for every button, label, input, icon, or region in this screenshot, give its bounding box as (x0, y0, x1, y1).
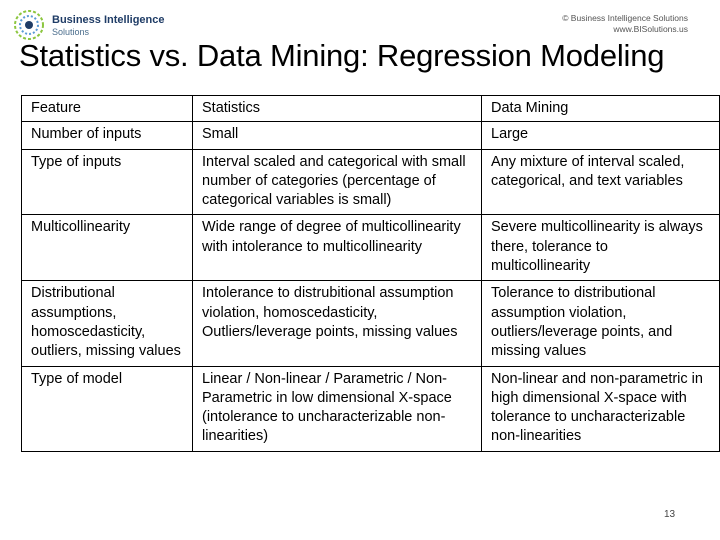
statistics-cell: Small (193, 122, 482, 149)
feature-cell: Multicollinearity (22, 215, 193, 281)
company-logo (12, 8, 212, 42)
table-row (22, 122, 720, 149)
statistics-cell: Intolerance to distrubitional assumption violation, homoscedasticity, Outliers/leverage points, missing values (193, 281, 482, 366)
table-row (22, 366, 720, 451)
statistics-cell: Interval scaled and categorical with small number of categories (percentage of categorical variables is small) (193, 149, 482, 215)
data-mining-cell: Tolerance to distributional assumption violation, outliers/leverage points, and missing values (482, 281, 720, 366)
logo-text-line1: Business Intelligence (52, 14, 165, 26)
header-statistics: Statistics (193, 96, 482, 122)
corporate-info (562, 13, 688, 35)
statistics-cell: Linear / Non-linear / Parametric / Non-Parametric in low dimensional X-space (intolerance to uncharacterizable non-linearities) (193, 366, 482, 451)
header-data-mining: Data Mining (482, 96, 720, 122)
feature-cell: Number of inputs (22, 122, 193, 149)
logo-mark-icon (12, 8, 46, 42)
feature-cell: Type of inputs (22, 149, 193, 215)
slide-title: Statistics vs. Data Mining: Regression Modeling (19, 38, 665, 73)
website-url: www.BISolutions.us (613, 24, 688, 34)
data-mining-cell: Large (482, 122, 720, 149)
header-feature: Feature (22, 96, 193, 122)
table-row (22, 215, 720, 281)
data-mining-cell: Non-linear and non-parametric in high dimensional X-space with tolerance to uncharacterizable non-linearities (482, 366, 720, 451)
statistics-cell: Wide range of degree of multicollinearity with intolerance to multicollinearity (193, 215, 482, 281)
comparison-table (21, 95, 720, 452)
feature-cell: Type of model (22, 366, 193, 451)
table-row (22, 149, 720, 215)
table-header-row (22, 96, 720, 122)
data-mining-cell: Severe multicollinearity is always there, tolerance to multicollinearity (482, 215, 720, 281)
logo-text-line2: Solutions (52, 27, 90, 37)
data-mining-cell: Any mixture of interval scaled, categorical, and text variables (482, 149, 720, 215)
table-row (22, 281, 720, 366)
feature-cell: Distributional assumptions, homoscedasticity, outliers, missing values (22, 281, 193, 366)
copyright-text: © Business Intelligence Solutions (562, 13, 688, 23)
page-number: 13 (664, 509, 676, 520)
